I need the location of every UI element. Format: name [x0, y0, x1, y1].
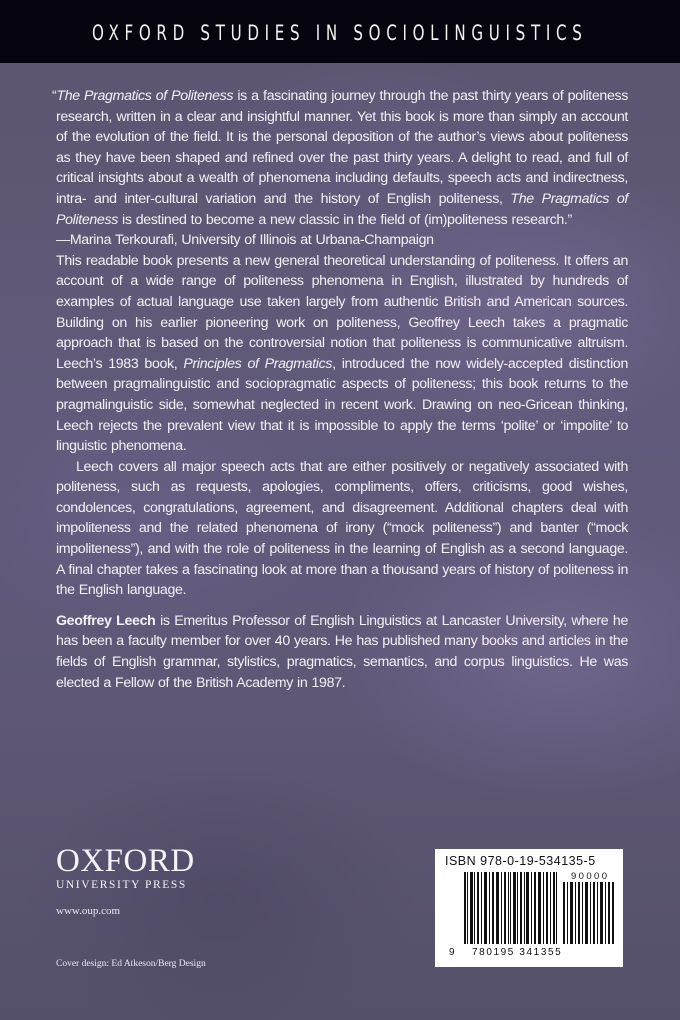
series-header-bar: [0, 0, 680, 63]
publisher-name: OXFORD: [56, 843, 195, 879]
ean-digits: 780195 341355: [472, 947, 563, 958]
description-p1-text: This readable book presents a new general theoretical understanding of politeness. It offers an account of a wide range of politeness phenomena in English, illustrated by hundreds of examples of actual language use taken largely from authentic British and American sources. Building on his earlier pioneering work on politeness, Geoffrey Leech takes a pragmatic approach that is based on the controversial notion that politeness is communicative altruism. Leech’s 1983 book,: [56, 252, 628, 372]
ean-barcode-bars: [464, 872, 557, 944]
oup-logo: [56, 845, 195, 891]
book-title-italic: The Pragmatics of Politeness: [56, 88, 234, 104]
book-description: [56, 251, 628, 601]
description-paragraph-2: Leech covers all major speech acts that are either positively or negatively associated with politeness, such as requests, apologies, compliments, offers, criticisms, good wishes, condolences, congratulations, agreement, and disagreement. Additional chapters deal with impoliteness and the related phenomena of irony (“mock politeness”) and banter (“mock impoliteness”), and with the role of politeness in the learning of English as a second language. A final chapter takes a fascinating look at more than a thousand years of history of politeness in the English language.: [56, 458, 629, 599]
description-p1-text-2: , introduced the now widely-accepted distinction between pragmalinguistic and sociopragmatic aspects of politeness; this book returns to the pragmalinguistic side, somewhat neglected in recent work. Drawing on neo-Gricean thinking, Leech rejects the prevalent view that it is impossible to apply the terms ‘polite’ or ‘impolite’ to linguistic phenomena.: [56, 355, 628, 455]
addon-barcode-bars: [563, 882, 614, 944]
author-bio-text: is Emeritus Professor of English Linguistics at Lancaster University, where he has been a faculty member for over 40 years. He has published many books and articles in the fields of English grammar, stylistics, pragmatics, semantics, and corpus linguistics. He was elected a Fellow of the British Academy in 1987.: [56, 612, 628, 691]
quote-text-part-1: is a fascinating journey through the past thirty years of politeness research, written in a clear and insightful manner. Yet this book is more than simply an account of the evolution of the field. It is the personal deposition of the author’s views about politeness as they have been shaped and refined over the past thirty years. A delight to read, and full of critical insights about a wealth of phenomena including defaults, speech acts and indirectness, intra- and inter-cultural variation and the history of English politeness,: [56, 88, 628, 207]
series-title: OXFORD STUDIES IN SOCIOLINGUISTICS: [92, 20, 588, 45]
cited-book-title: Principles of Pragmatics: [183, 355, 333, 372]
publisher-url: www.oup.com: [56, 905, 121, 917]
addon-digits: 90000: [571, 871, 610, 882]
quote-attribution: —Marina Terkourafi, University of Illinois at Urbana-Champaign: [56, 232, 434, 249]
ean-lead-digit: 9: [449, 947, 455, 958]
description-paragraph-1: [56, 251, 628, 457]
back-cover-text: [52, 86, 629, 693]
quote-text: [52, 86, 628, 230]
endorsement-quote: [52, 86, 628, 251]
author-bio: [56, 611, 628, 693]
isbn-barcode: [435, 849, 623, 967]
isbn-label: ISBN 978-0-19-534135-5: [445, 854, 596, 868]
publisher-subname: UNIVERSITY PRESS: [56, 879, 187, 891]
quote-text-part-2: is destined to become a new classic in the field of (im)politeness research.”: [117, 211, 572, 228]
cover-design-credit: Cover design: Ed Atkeson/Berg Design: [56, 959, 206, 969]
book-title-italic-2: The Pragmatics of Politeness: [56, 190, 628, 228]
open-quote-mark: “: [52, 88, 57, 104]
author-name: Geoffrey Leech: [56, 612, 156, 629]
